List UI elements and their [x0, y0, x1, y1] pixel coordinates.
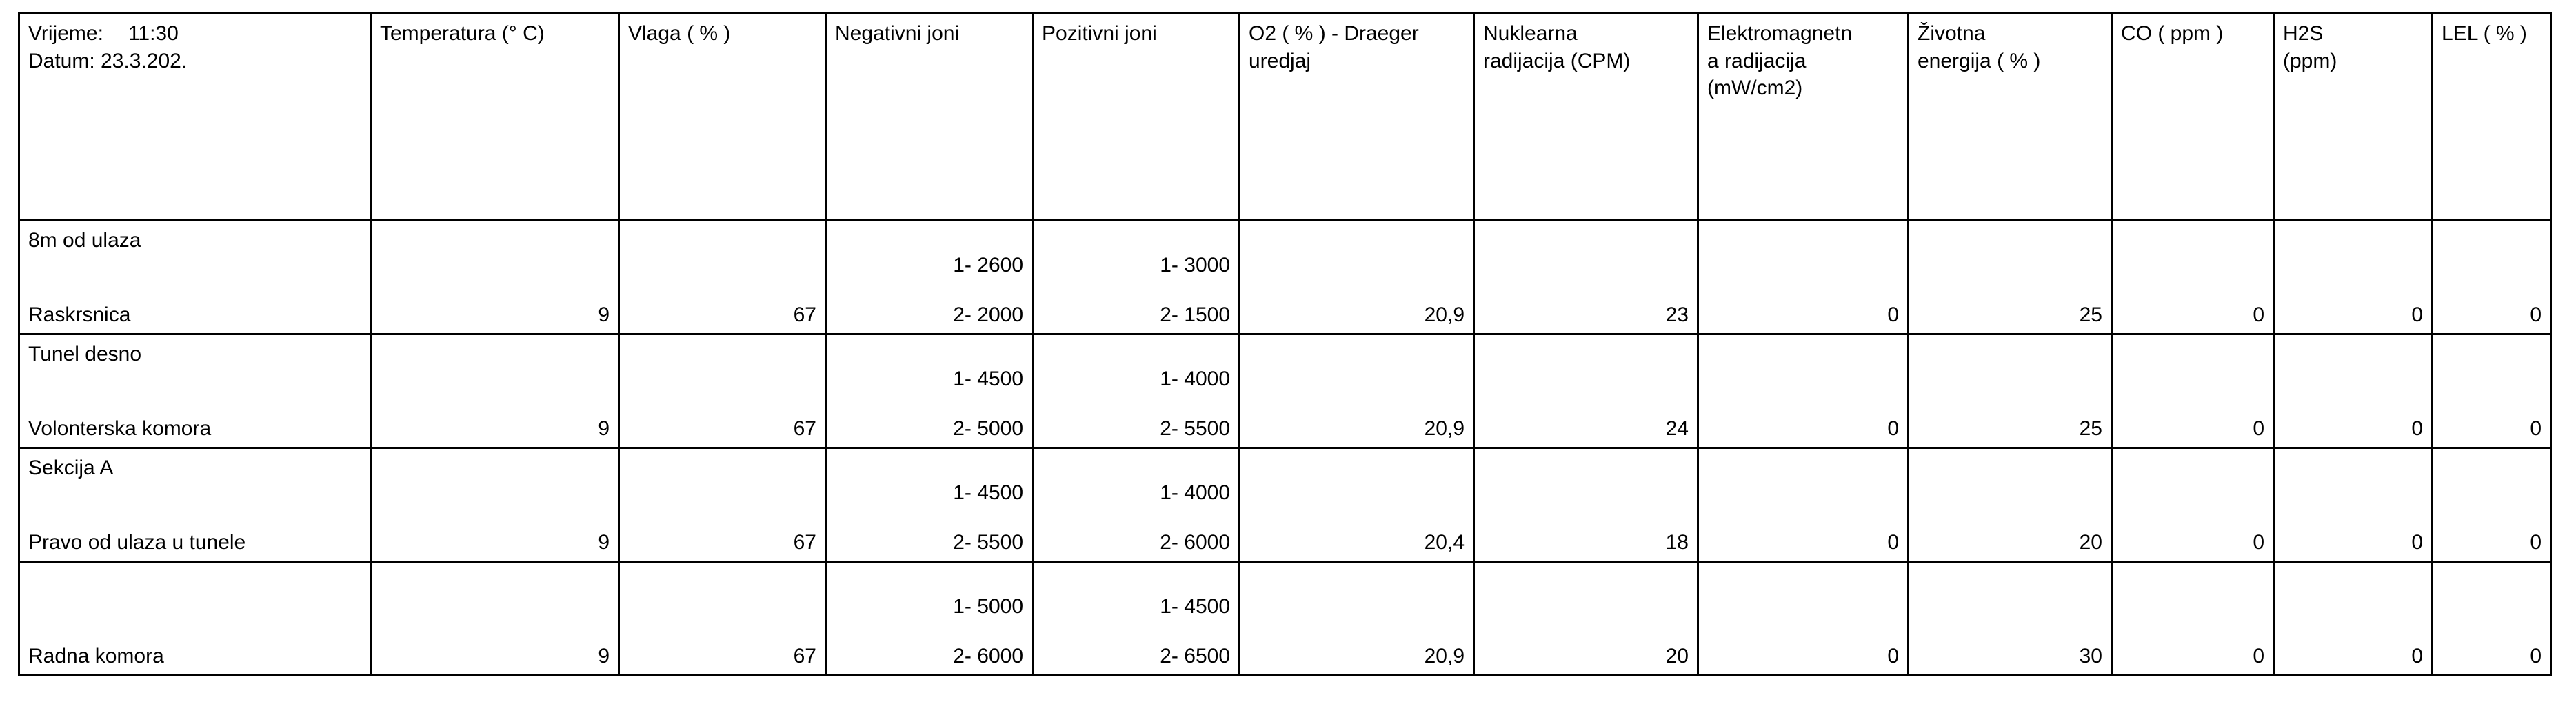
cell-nuclear — [1474, 448, 1698, 562]
value-co: 0 — [2253, 303, 2264, 327]
value-lel: 0 — [2530, 531, 2542, 554]
header-cell-h2s — [2274, 14, 2433, 221]
table-header-row — [19, 14, 2551, 221]
cell-o2 — [1240, 334, 1474, 448]
table-row — [19, 221, 2551, 334]
cell-life-energy — [1909, 562, 2112, 676]
header-cell-humidity — [619, 14, 826, 221]
header-life-energy-line2: energija ( % ) — [1918, 49, 2041, 72]
value-positive-ions-2: 2- 5500 — [1160, 417, 1230, 441]
value-temperature: 9 — [598, 303, 610, 327]
cell-temperature — [371, 448, 619, 562]
value-humidity: 67 — [793, 303, 816, 327]
value-humidity: 67 — [793, 531, 816, 554]
cell-h2s — [2274, 448, 2433, 562]
value-h2s: 0 — [2411, 303, 2423, 327]
cell-o2 — [1240, 221, 1474, 334]
value-positive-ions-1: 1- 4000 — [1160, 368, 1230, 390]
value-o2: 20,4 — [1424, 531, 1465, 554]
value-o2: 20,9 — [1424, 303, 1465, 327]
cell-positive-ions — [1033, 562, 1240, 676]
cell-nuclear — [1474, 562, 1698, 676]
cell-temperature — [371, 562, 619, 676]
measurements-table — [18, 12, 2552, 676]
cell-lel — [2433, 221, 2551, 334]
header-emf-line3: (mW/cm2) — [1707, 77, 1803, 100]
header-co-line1: CO ( ppm ) — [2121, 22, 2224, 45]
header-cell-temperature — [371, 14, 619, 221]
header-h2s-line1: H2S — [2283, 22, 2324, 45]
value-life-energy: 20 — [2079, 531, 2102, 554]
location-line1: Tunel desno — [28, 343, 142, 365]
cell-lel — [2433, 448, 2551, 562]
header-emf-line1: Elektromagnetn — [1707, 22, 1853, 45]
value-h2s: 0 — [2411, 531, 2423, 554]
value-co: 0 — [2253, 417, 2264, 441]
value-emf: 0 — [1887, 645, 1899, 668]
cell-co — [2112, 448, 2274, 562]
cell-emf — [1698, 562, 1909, 676]
cell-location — [19, 221, 371, 334]
header-emf-line2: a radijacija — [1707, 49, 1807, 72]
cell-humidity — [619, 334, 826, 448]
cell-temperature — [371, 334, 619, 448]
cell-emf — [1698, 334, 1909, 448]
cell-positive-ions — [1033, 221, 1240, 334]
value-temperature: 9 — [598, 645, 610, 668]
header-cell-life-energy — [1909, 14, 2112, 221]
cell-nuclear — [1474, 334, 1698, 448]
header-cell-datetime — [19, 14, 371, 221]
cell-life-energy — [1909, 334, 2112, 448]
value-nuclear: 18 — [1665, 531, 1689, 554]
cell-o2 — [1240, 562, 1474, 676]
header-cell-negative-ions — [826, 14, 1033, 221]
value-lel: 0 — [2530, 645, 2542, 668]
value-positive-ions-1: 1- 4500 — [1160, 595, 1230, 618]
cell-o2 — [1240, 448, 1474, 562]
header-cell-positive-ions — [1033, 14, 1240, 221]
value-negative-ions-2: 2- 5500 — [953, 531, 1023, 554]
header-life-energy-line1: Životna — [1918, 22, 1986, 45]
value-negative-ions-2: 2- 6000 — [953, 645, 1023, 668]
cell-life-energy — [1909, 221, 2112, 334]
value-negative-ions-1: 1- 2600 — [953, 254, 1023, 277]
cell-negative-ions — [826, 221, 1033, 334]
cell-positive-ions — [1033, 334, 1240, 448]
value-o2: 20,9 — [1424, 645, 1465, 668]
cell-h2s — [2274, 221, 2433, 334]
cell-humidity — [619, 221, 826, 334]
cell-lel — [2433, 562, 2551, 676]
header-cell-emf — [1698, 14, 1909, 221]
header-positive-ions-line1: Pozitivni joni — [1042, 22, 1157, 45]
cell-negative-ions — [826, 562, 1033, 676]
header-cell-lel — [2433, 14, 2551, 221]
value-nuclear: 20 — [1665, 645, 1689, 668]
value-co: 0 — [2253, 531, 2264, 554]
value-emf: 0 — [1887, 303, 1899, 327]
cell-co — [2112, 334, 2274, 448]
header-negative-ions-line1: Negativni joni — [835, 22, 960, 45]
cell-humidity — [619, 448, 826, 562]
value-positive-ions-2: 2- 1500 — [1160, 303, 1230, 327]
cell-location — [19, 562, 371, 676]
location-line2: Pravo od ulaza u tunele — [28, 531, 246, 554]
cell-co — [2112, 221, 2274, 334]
value-nuclear: 23 — [1665, 303, 1689, 327]
header-nuclear-line1: Nuklearna — [1483, 22, 1578, 45]
header-cell-nuclear — [1474, 14, 1698, 221]
cell-life-energy — [1909, 448, 2112, 562]
value-emf: 0 — [1887, 417, 1899, 441]
value-humidity: 67 — [793, 417, 816, 441]
value-temperature: 9 — [598, 417, 610, 441]
table-row — [19, 448, 2551, 562]
value-o2: 20,9 — [1424, 417, 1465, 441]
value-temperature: 9 — [598, 531, 610, 554]
cell-lel — [2433, 334, 2551, 448]
header-temperature-line1: Temperatura (° C) — [380, 22, 545, 45]
cell-emf — [1698, 221, 1909, 334]
header-o2-line1: O2 ( % ) - Draeger — [1249, 22, 1419, 45]
value-co: 0 — [2253, 645, 2264, 668]
cell-location — [19, 334, 371, 448]
cell-nuclear — [1474, 221, 1698, 334]
value-positive-ions-2: 2- 6000 — [1160, 531, 1230, 554]
value-negative-ions-2: 2- 2000 — [953, 303, 1023, 327]
header-lel-line1: LEL ( % ) — [2442, 22, 2527, 45]
value-life-energy: 25 — [2079, 417, 2102, 441]
cell-negative-ions — [826, 448, 1033, 562]
header-cell-o2 — [1240, 14, 1474, 221]
header-cell-co — [2112, 14, 2274, 221]
time-value: 11:30 — [128, 22, 179, 45]
value-lel: 0 — [2530, 303, 2542, 327]
value-life-energy: 30 — [2079, 645, 2102, 668]
header-o2-line2: uredjaj — [1249, 49, 1311, 72]
header-nuclear-line2: radijacija (CPM) — [1483, 49, 1631, 72]
value-h2s: 0 — [2411, 417, 2423, 441]
value-positive-ions-1: 1- 3000 — [1160, 254, 1230, 277]
cell-temperature — [371, 221, 619, 334]
value-positive-ions-2: 2- 6500 — [1160, 645, 1230, 668]
value-nuclear: 24 — [1665, 417, 1689, 441]
location-line2: Raskrsnica — [28, 303, 131, 327]
value-negative-ions-1: 1- 4500 — [953, 481, 1023, 504]
cell-negative-ions — [826, 334, 1033, 448]
value-negative-ions-2: 2- 5000 — [953, 417, 1023, 441]
cell-emf — [1698, 448, 1909, 562]
location-line2: Radna komora — [28, 645, 164, 668]
location-line2: Volonterska komora — [28, 417, 212, 441]
header-humidity-line1: Vlaga ( % ) — [628, 22, 731, 45]
location-line1: Sekcija A — [28, 456, 114, 479]
cell-positive-ions — [1033, 448, 1240, 562]
value-negative-ions-1: 1- 4500 — [953, 368, 1023, 390]
date-line: Datum: 23.3.202. — [28, 49, 188, 72]
table-row — [19, 562, 2551, 676]
header-h2s-line2: (ppm) — [2283, 49, 2337, 72]
value-emf: 0 — [1887, 531, 1899, 554]
cell-humidity — [619, 562, 826, 676]
value-humidity: 67 — [793, 645, 816, 668]
cell-h2s — [2274, 562, 2433, 676]
value-lel: 0 — [2530, 417, 2542, 441]
value-positive-ions-1: 1- 4000 — [1160, 481, 1230, 504]
cell-h2s — [2274, 334, 2433, 448]
time-label: Vrijeme: — [28, 22, 103, 45]
value-life-energy: 25 — [2079, 303, 2102, 327]
cell-location — [19, 448, 371, 562]
value-negative-ions-1: 1- 5000 — [953, 595, 1023, 618]
value-h2s: 0 — [2411, 645, 2423, 668]
cell-co — [2112, 562, 2274, 676]
table-row — [19, 334, 2551, 448]
location-line1: 8m od ulaza — [28, 229, 141, 252]
